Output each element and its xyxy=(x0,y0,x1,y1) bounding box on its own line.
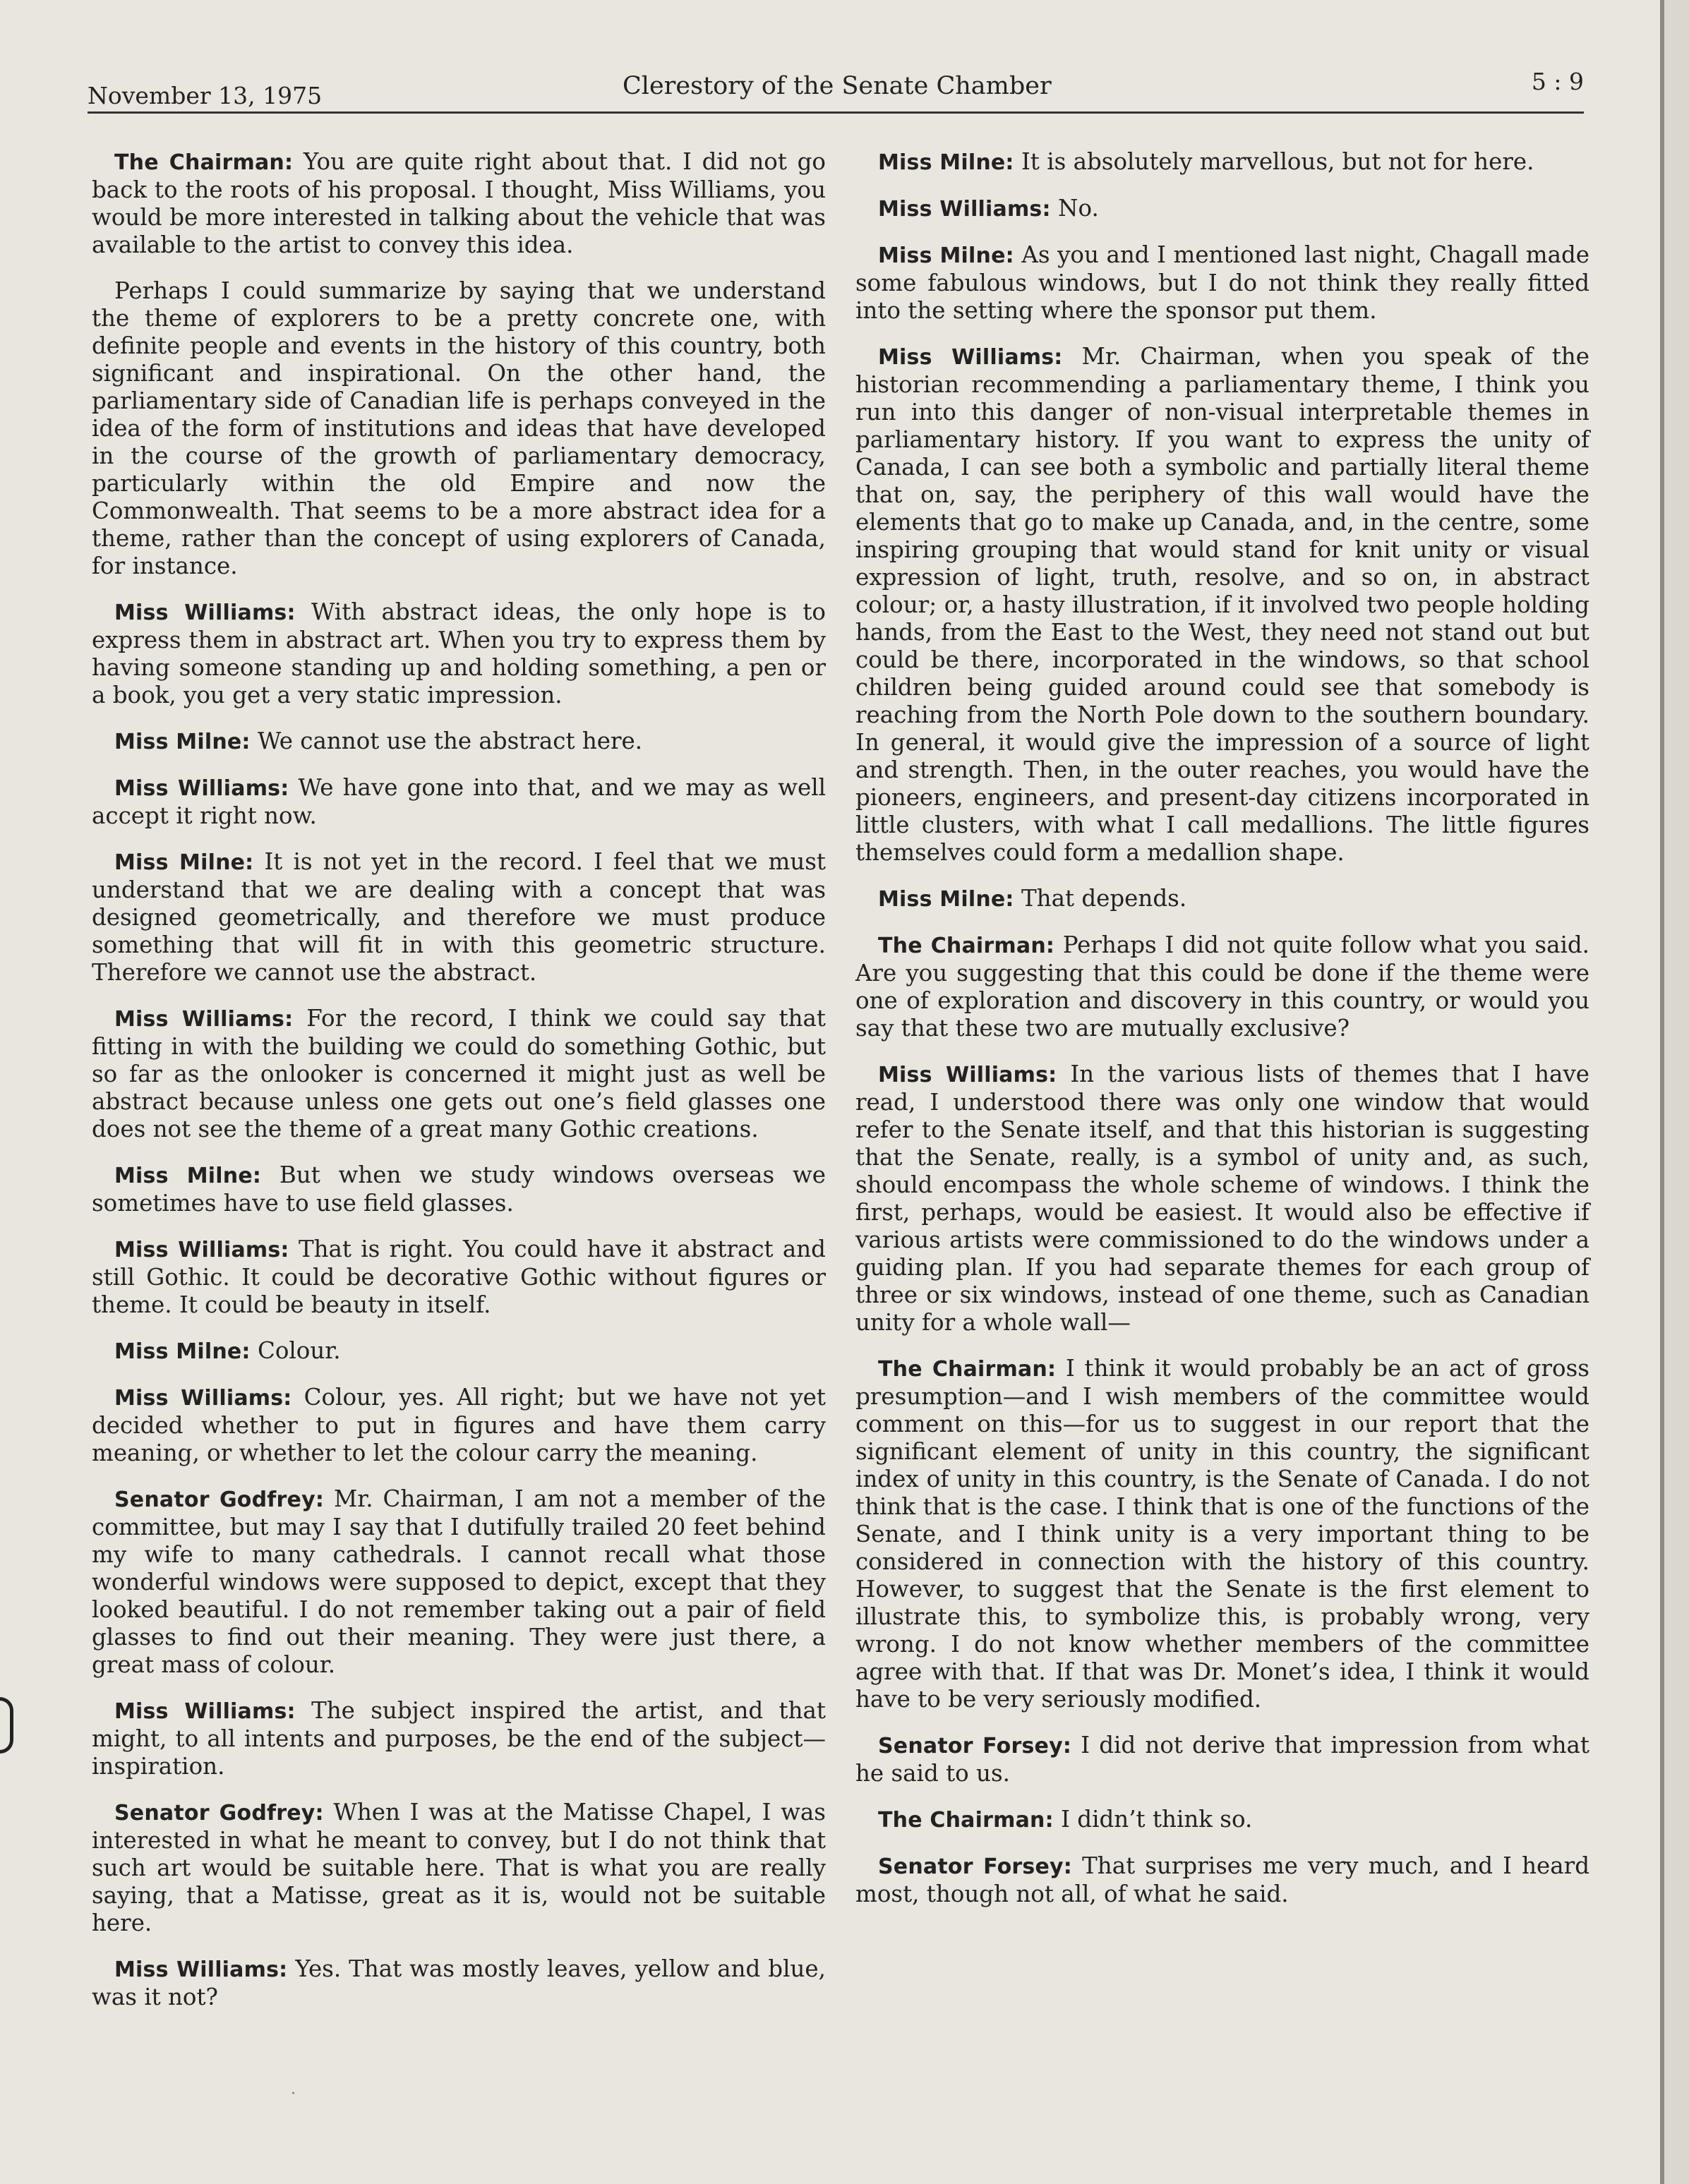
paragraph-text: That depends. xyxy=(1021,885,1187,912)
transcript-paragraph xyxy=(855,241,1589,325)
transcript-paragraph xyxy=(92,848,826,987)
speaker-name: Miss Milne: xyxy=(114,730,251,754)
paragraph-text: But when we study windows overseas we sometimes have to use field glasses. xyxy=(92,1162,826,1217)
transcript-paragraph xyxy=(855,148,1589,176)
speaker-name: The Chairman: xyxy=(878,934,1055,958)
transcript-paragraph xyxy=(855,1061,1589,1337)
paragraph-text: Perhaps I did not quite follow what you said. Are you suggesting that this could be done if the theme were one of exploration and discovery in this country, or would you say that these two are mutually exclusive? xyxy=(855,931,1589,1042)
speaker-name: Miss Williams: xyxy=(114,1007,294,1032)
speaker-name: Miss Milne: xyxy=(114,850,254,875)
transcript-paragraph xyxy=(92,1337,826,1365)
paragraph-text: The subject inspired the artist, and that might, to all intents and purposes, be the end of the subject—inspiration. xyxy=(92,1697,826,1780)
speaker-name: Miss Milne: xyxy=(878,150,1014,175)
margin-punch-mark xyxy=(0,1697,13,1754)
paragraph-text: With abstract ideas, the only hope is to express them in abstract art. When you try to express them by having someone standing up and holding something, a pen or a book, you get a very static impression. xyxy=(92,598,826,708)
stray-ink-mark: · xyxy=(291,2085,296,2103)
paragraph-text: It is absolutely marvellous, but not for here. xyxy=(1021,148,1534,175)
transcript-paragraph xyxy=(855,1355,1589,1713)
speaker-name: Senator Forsey: xyxy=(878,1854,1072,1879)
speaker-name: Miss Milne: xyxy=(878,887,1014,912)
paragraph-text: You are quite right about that. I did not go back to the roots of his proposal. I thought, Miss Williams, you would be more interested in talking about the vehicle that was available to the artist to convey this idea. xyxy=(92,148,826,258)
paragraph-text: I didn’t think so. xyxy=(1061,1806,1253,1833)
page-number: 5 : 9 xyxy=(1531,68,1584,95)
speaker-name: Miss Williams: xyxy=(114,1699,296,1724)
speaker-name: Miss Milne: xyxy=(114,1164,262,1188)
transcript-paragraph xyxy=(92,1236,826,1319)
transcript-paragraph xyxy=(92,728,826,756)
paragraph-text: We have gone into that, and we may as well accept it right now. xyxy=(92,774,826,829)
paragraph-text: That is right. You could have it abstract and still Gothic. It could be decorative Gothic without figures or theme. It could be beauty in itself. xyxy=(92,1236,826,1318)
paragraph-text: Mr. Chairman, when you speak of the historian recommending a parliamentary theme, I think you run into this danger of non-visual interpretable themes in parliamentary history. If you want to express the unity of Canada, I can see both a symbolic and partially literal theme that on, say, the periphery of this wall would have the elements that go to make up Canada, and, in the centre, some inspiring grouping that would stand for knit unity or visual expression of light, truth, resolve, and so on, in abstract colour; or, a hasty illustration, if it involved two people holding hands, from the East to the West, they need not stand out but could be there, incorporated in the windows, so that school children being guided around could see that somebody is reaching from the North Pole down to the southern boundary. In general, it would give the impression of a source of light and strength. Then, in the outer reaches, you would have the pioneers, engineers, and present-day citizens incorporated in little clusters, with what I call medallions. The little figures themselves could form a medallion shape. xyxy=(855,343,1589,866)
transcript-paragraph xyxy=(92,1799,826,1937)
paragraph-text: Mr. Chairman, I am not a member of the committee, but may I say that I dutifully trailed 20 feet behind my wife to many cathedrals. I cannot recall what those wonderful windows were supposed to depict, except that they looked beautiful. I do not remember taking out a pair of field glasses to find out their meaning. They were just there, a great mass of colour. xyxy=(92,1485,826,1678)
paragraph-text: Yes. That was mostly leaves, yellow and blue, was it not? xyxy=(92,1955,826,2010)
header-title: Clerestory of the Senate Chamber xyxy=(623,72,1052,100)
transcript-paragraph xyxy=(92,1162,826,1217)
speaker-name: Miss Williams: xyxy=(878,345,1063,370)
right-column xyxy=(855,148,1589,1926)
transcript-paragraph xyxy=(92,774,826,830)
speaker-name: Miss Williams: xyxy=(114,776,289,801)
paragraph-text: Perhaps I could summarize by saying that we understand the theme of explorers to be a pretty concrete one, with definite people and events in the history of this country, both significant and inspirational. On the other hand, the parliamentary side of Canadian life is perhaps conveyed in the idea of the form of institutions and ideas that have developed in the course of the growth of parliamentary democracy, particularly within the old Empire and now the Commonwealth. That seems to be a more abstract idea for a theme, rather than the concept of using explorers of Canada, for instance. xyxy=(92,277,826,579)
paragraph-text: When I was at the Matisse Chapel, I was interested in what he meant to convey, but I do not think that such art would be suitable here. That is what you are really saying, that a Matisse, great as it is, would not be suitable here. xyxy=(92,1799,826,1936)
transcript-paragraph xyxy=(855,1806,1589,1834)
transcript-paragraph xyxy=(92,1955,826,2011)
speaker-name: Miss Milne: xyxy=(878,243,1014,268)
paragraph-text: No. xyxy=(1058,195,1099,222)
transcript-paragraph xyxy=(92,1384,826,1467)
running-header xyxy=(88,65,1584,114)
speaker-name: The Chairman: xyxy=(878,1808,1054,1833)
speaker-name: Miss Williams: xyxy=(878,197,1051,222)
paragraph-text: Colour. xyxy=(257,1337,341,1364)
transcript-paragraph xyxy=(92,148,826,259)
paragraph-text: I did not derive that impression from what he said to us. xyxy=(855,1732,1589,1787)
speaker-name: Senator Godfrey: xyxy=(114,1801,324,1826)
paragraph-text: As you and I mentioned last night, Chagall made some fabulous windows, but I do not think they really fitted into the setting where the sponsor put them. xyxy=(855,241,1589,324)
paragraph-text: Colour, yes. All right; but we have not yet decided whether to put in figures and have them carry meaning, or whether to let the colour carry the meaning. xyxy=(92,1384,826,1466)
paragraph-text: We cannot use the abstract here. xyxy=(257,728,643,754)
speaker-name: Miss Williams: xyxy=(114,1957,288,1982)
speaker-name: Miss Williams: xyxy=(114,1386,292,1411)
paragraph-text: I think it would probably be an act of gross presumption—and I wish members of the committee would comment on this—for us to suggest in our report that the significant element of unity in this country, the significant index of unity in this country, is the Senate of Canada. I do not think that is the case. I think that is one of the functions of the Senate, and I think unity is a very important thing to be considered in connection with the history of this country. However, to suggest that the Senate is the first element to illustrate this, to symbolize this, is probably wrong, very wrong. I do not know whether members of the committee agree with that. If that was Dr. Monet’s idea, I think it would have to be very seriously modified. xyxy=(855,1355,1589,1713)
paragraph-text: For the record, I think we could say that fitting in with the building we could do something Gothic, but so far as the onlooker is concerned it might just as well be abstract because unless one gets out one’s field glasses one does not see the theme of a great many Gothic creations. xyxy=(92,1005,826,1142)
speaker-name: Miss Milne: xyxy=(114,1339,251,1364)
header-rule xyxy=(88,111,1584,114)
paragraph-text: That surprises me very much, and I heard most, though not all, of what he said. xyxy=(855,1852,1589,1907)
speaker-name: Senator Godfrey: xyxy=(114,1488,325,1512)
transcript-paragraph xyxy=(92,598,826,709)
transcript-paragraph xyxy=(855,885,1589,913)
paragraph-text: In the various lists of themes that I have read, I understood there was only one window that would refer to the Senate itself, and that this historian is suggesting that the Senate, really, is a symbol of unity and, as such, should encompass the whole scheme of windows. I think the first, perhaps, would be easiest. It would also be effective if various artists were commissioned to do the windows under a guiding plan. If you had separate themes for each group of three or six windows, instead of one theme, such as Canadian unity for a whole wall— xyxy=(855,1061,1589,1336)
paragraph-text: It is not yet in the record. I feel that we must understand that we are dealing with a concept that was designed geometrically, and therefore we must produce something that will fit in with this geometric structure. Therefore we cannot use the abstract. xyxy=(92,848,826,986)
transcript-paragraph xyxy=(92,277,826,580)
transcript-paragraph xyxy=(855,1732,1589,1787)
header-date: November 13, 1975 xyxy=(88,82,323,109)
transcript-paragraph xyxy=(855,343,1589,867)
speaker-name: The Chairman: xyxy=(878,1357,1057,1382)
transcript-paragraph xyxy=(855,195,1589,223)
speaker-name: Senator Forsey: xyxy=(878,1734,1072,1758)
transcript-paragraph xyxy=(92,1485,826,1679)
speaker-name: Miss Williams: xyxy=(114,601,296,625)
transcript-paragraph xyxy=(92,1005,826,1143)
transcript-paragraph xyxy=(92,1697,826,1780)
transcript-paragraph xyxy=(855,931,1589,1042)
speaker-name: The Chairman: xyxy=(114,150,294,175)
speaker-name: Miss Williams: xyxy=(114,1238,289,1262)
page-margin-strip xyxy=(1664,0,1689,2184)
left-column xyxy=(92,148,826,2029)
speaker-name: Miss Williams: xyxy=(878,1063,1057,1087)
transcript-paragraph xyxy=(855,1852,1589,1908)
